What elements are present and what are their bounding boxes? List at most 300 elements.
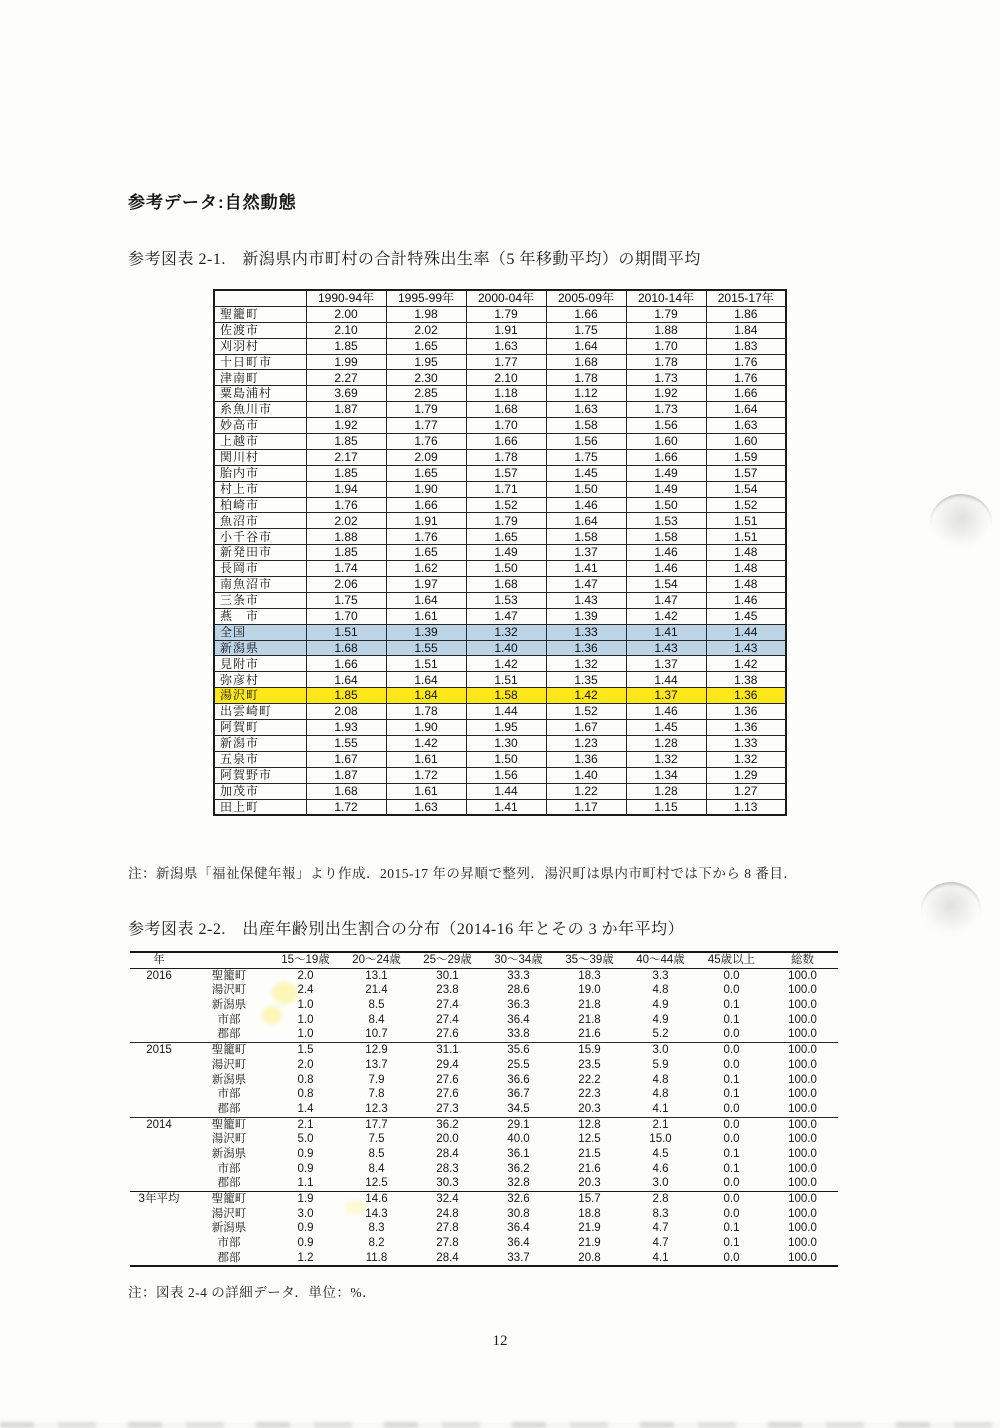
rate-value-cell: 1.79: [386, 402, 466, 418]
rate-value-cell: 1.48: [706, 577, 786, 593]
percentage-value-cell: 13.1: [365, 969, 388, 982]
table-row: [214, 449, 786, 465]
percentage-value-cell: 21.9: [578, 1237, 601, 1250]
area-name-cell: 聖籠町: [188, 1043, 270, 1058]
table-row: [214, 545, 786, 561]
rate-value-cell: 1.87: [306, 767, 386, 783]
area-name-cell: 聖籠町: [188, 1192, 270, 1207]
percentage-value-cell: 30.3: [436, 1177, 459, 1190]
rate-value-cell: 3.69: [306, 386, 386, 402]
rate-value-cell: 1.50: [466, 561, 546, 577]
percentage-value-cell: 36.7: [507, 1088, 530, 1101]
percentage-value-cell: 33.8: [507, 1028, 530, 1041]
percentage-value-cell: 0.0: [696, 1117, 767, 1132]
percentage-value-cell: 40.0: [507, 1133, 530, 1146]
period-column-header: 1995-99年: [386, 290, 466, 306]
year-column-header: 年: [153, 954, 165, 967]
rate-value-cell: 1.28: [626, 735, 706, 751]
percentage-value-cell: 7.9: [368, 1073, 385, 1086]
rate-value-cell: 1.32: [466, 624, 546, 640]
rate-value-cell: 1.46: [626, 545, 706, 561]
rate-value-cell: 1.42: [386, 735, 466, 751]
rate-value-cell: 1.12: [546, 386, 626, 402]
table-row: [214, 592, 786, 608]
table-row: [130, 1192, 838, 1207]
rate-value-cell: 1.85: [306, 688, 386, 704]
year-cell: [130, 998, 188, 1013]
rate-value-cell: 1.85: [306, 338, 386, 354]
rate-value-cell: 1.65: [466, 529, 546, 545]
rate-value-cell: 1.95: [386, 354, 466, 370]
rate-value-cell: 2.08: [306, 704, 386, 720]
percentage-value-cell: 4.7: [652, 1237, 669, 1250]
percentage-value-cell: 0.8: [297, 1088, 314, 1101]
percentage-value-cell: 13.7: [365, 1058, 388, 1071]
area-name-cell: 聖籠町: [211, 969, 247, 982]
percentage-value-cell: 1.2: [297, 1251, 314, 1264]
municipality-name-cell: 弥彦村: [214, 672, 306, 688]
municipality-name-cell: 村上市: [214, 481, 306, 497]
percentage-value-cell: 100.0: [788, 1237, 817, 1250]
scan-smudge-artifact: [921, 882, 981, 938]
rate-value-cell: 1.86: [706, 306, 786, 322]
rate-value-cell: 1.68: [306, 640, 386, 656]
rate-value-cell: 1.87: [306, 402, 386, 418]
rate-value-cell: 1.30: [466, 735, 546, 751]
rate-value-cell: 1.51: [706, 513, 786, 529]
municipality-name-cell: 柏崎市: [214, 497, 306, 513]
table-row: [214, 751, 786, 767]
age-group-column-header: 15〜19歳: [281, 954, 330, 967]
rate-value-cell: 1.45: [546, 465, 626, 481]
rate-value-cell: 1.90: [386, 481, 466, 497]
rate-value-cell: 1.52: [546, 704, 626, 720]
rate-value-cell: 1.66: [386, 497, 466, 513]
table-row: [130, 1236, 838, 1251]
rate-value-cell: 1.76: [706, 354, 786, 370]
percentage-value-cell: 100.0: [788, 984, 817, 997]
municipality-name-cell: 新潟県: [214, 640, 306, 656]
table-row: [214, 386, 786, 402]
area-name-cell: 新潟県: [211, 1147, 247, 1160]
area-name-cell: 郡部: [217, 1102, 241, 1115]
area-name-cell: 湯沢町: [211, 1133, 247, 1146]
area-name-cell: 郡部: [217, 1251, 241, 1264]
table-row: [214, 783, 786, 799]
rate-value-cell: 1.50: [546, 481, 626, 497]
table-row: [214, 306, 786, 322]
percentage-value-cell: 15.7: [554, 1192, 625, 1207]
table-row: [130, 1087, 838, 1102]
rate-value-cell: 1.40: [466, 640, 546, 656]
rate-value-cell: 1.46: [546, 497, 626, 513]
area-name-cell: 湯沢町: [211, 984, 247, 997]
municipality-name-cell: 新潟市: [214, 735, 306, 751]
percentage-value-cell: 35.6: [483, 1043, 554, 1058]
table-row: [214, 735, 786, 751]
percentage-value-cell: 2.1: [270, 1117, 341, 1132]
rate-value-cell: 1.23: [546, 735, 626, 751]
percentage-value-cell: 3.0: [625, 1043, 696, 1058]
table-row: [130, 1073, 838, 1088]
rate-value-cell: 1.60: [706, 434, 786, 450]
percentage-value-cell: 34.5: [507, 1102, 530, 1115]
scan-smudge-artifact: [930, 494, 992, 552]
percentage-value-cell: 29.4: [436, 1058, 459, 1071]
percentage-value-cell: 100.0: [788, 1102, 817, 1115]
year-cell: [130, 983, 188, 998]
rate-value-cell: 1.64: [386, 592, 466, 608]
table-row: [130, 1176, 838, 1191]
rate-value-cell: 1.46: [626, 704, 706, 720]
table2-note: 注：図表 2-4 の詳細データ．単位：%．: [128, 1285, 377, 1300]
rate-value-cell: 1.52: [466, 497, 546, 513]
fertility-table-header-row: [214, 290, 786, 306]
rate-value-cell: 1.51: [706, 529, 786, 545]
table-row: [214, 354, 786, 370]
rate-value-cell: 1.64: [386, 672, 466, 688]
area-name-cell: 新潟県: [211, 1222, 247, 1235]
percentage-value-cell: 36.3: [507, 999, 530, 1012]
municipality-name-cell: 燕 市: [214, 608, 306, 624]
rate-value-cell: 1.43: [706, 640, 786, 656]
percentage-value-cell: 20.8: [578, 1251, 601, 1264]
rate-value-cell: 1.59: [706, 449, 786, 465]
rate-value-cell: 2.09: [386, 449, 466, 465]
rate-value-cell: 1.58: [546, 529, 626, 545]
rate-value-cell: 1.49: [626, 465, 706, 481]
percentage-value-cell: 0.0: [696, 1043, 767, 1058]
rate-value-cell: 1.91: [466, 322, 546, 338]
percentage-value-cell: 4.5: [652, 1147, 669, 1160]
rate-value-cell: 1.28: [626, 783, 706, 799]
percentage-value-cell: 0.0: [723, 1028, 740, 1041]
percentage-value-cell: 12.5: [365, 1177, 388, 1190]
percentage-value-cell: 2.4: [297, 984, 314, 997]
percentage-value-cell: 0.0: [696, 1192, 767, 1207]
percentage-value-cell: 0.1: [723, 1088, 740, 1101]
table-row: [130, 1058, 838, 1073]
rate-value-cell: 1.47: [466, 608, 546, 624]
age-table-header-row: [130, 952, 838, 968]
percentage-value-cell: 19.0: [578, 984, 601, 997]
year-cell: 2015: [130, 1043, 188, 1058]
percentage-value-cell: 0.0: [723, 1133, 740, 1146]
rate-value-cell: 1.50: [626, 497, 706, 513]
rate-value-cell: 1.79: [626, 306, 706, 322]
rate-value-cell: 1.66: [546, 306, 626, 322]
rate-value-cell: 2.02: [386, 322, 466, 338]
percentage-value-cell: 1.5: [270, 1043, 341, 1058]
rate-value-cell: 1.44: [626, 672, 706, 688]
table-row: [214, 799, 786, 815]
rate-value-cell: 1.33: [706, 735, 786, 751]
rate-value-cell: 1.85: [306, 465, 386, 481]
percentage-value-cell: 7.5: [368, 1133, 385, 1146]
table-row: [130, 1132, 838, 1147]
area-name-cell: 湯沢町: [211, 1207, 247, 1220]
rate-value-cell: 1.18: [466, 386, 546, 402]
rate-value-cell: 1.75: [546, 449, 626, 465]
percentage-value-cell: 8.4: [368, 1162, 385, 1175]
percentage-value-cell: 36.4: [507, 1222, 530, 1235]
rate-value-cell: 1.88: [626, 322, 706, 338]
table-row: [214, 418, 786, 434]
rate-value-cell: 1.61: [386, 783, 466, 799]
table1-note: 注：新潟県「福祉保健年報」より作成．2015-17 年の昇順で整列．湯沢町は県内市町村では下から 8 番目．: [128, 866, 798, 881]
table-row: [214, 465, 786, 481]
year-cell: [130, 1073, 188, 1088]
municipality-name-cell: 長岡市: [214, 561, 306, 577]
rate-value-cell: 1.37: [626, 656, 706, 672]
rate-value-cell: 1.79: [466, 306, 546, 322]
percentage-value-cell: 100.0: [788, 999, 817, 1012]
rate-value-cell: 1.46: [706, 592, 786, 608]
area-name-cell: 市部: [217, 1237, 241, 1250]
percentage-value-cell: 100.0: [788, 1162, 817, 1175]
percentage-value-cell: 7.8: [368, 1088, 385, 1101]
rate-value-cell: 1.70: [306, 608, 386, 624]
percentage-value-cell: 1.4: [297, 1102, 314, 1115]
percentage-value-cell: 8.5: [368, 1147, 385, 1160]
rate-value-cell: 1.64: [546, 513, 626, 529]
municipality-column-header: [214, 290, 306, 306]
rate-value-cell: 1.65: [386, 545, 466, 561]
table-row: [130, 1207, 838, 1222]
table-row: [214, 561, 786, 577]
year-cell: 2016: [146, 969, 172, 982]
rate-value-cell: 1.57: [706, 465, 786, 481]
rate-value-cell: 1.41: [466, 799, 546, 815]
page-number: 12: [492, 1333, 508, 1349]
municipality-name-cell: 刈羽村: [214, 338, 306, 354]
table-row: [214, 720, 786, 736]
rate-value-cell: 1.52: [706, 497, 786, 513]
percentage-value-cell: 24.8: [436, 1207, 459, 1220]
rate-value-cell: 1.56: [466, 767, 546, 783]
municipality-name-cell: 関川村: [214, 449, 306, 465]
table-row: [130, 998, 838, 1013]
percentage-value-cell: 0.1: [723, 1237, 740, 1250]
percentage-value-cell: 21.6: [578, 1162, 601, 1175]
area-name-cell: 郡部: [217, 1028, 241, 1041]
percentage-value-cell: 32.6: [483, 1192, 554, 1207]
rate-value-cell: 1.49: [626, 481, 706, 497]
percentage-value-cell: 100.0: [788, 1073, 817, 1086]
period-column-header: 2010-14年: [626, 290, 706, 306]
rate-value-cell: 1.68: [546, 354, 626, 370]
rate-value-cell: 1.65: [386, 465, 466, 481]
percentage-value-cell: 1.9: [270, 1192, 341, 1207]
rate-value-cell: 1.32: [546, 656, 626, 672]
age-group-column-header: 45歳以上: [707, 954, 756, 967]
percentage-value-cell: 0.0: [723, 1102, 740, 1115]
table-row: [214, 640, 786, 656]
percentage-value-cell: 25.5: [507, 1058, 530, 1071]
period-column-header: 2015-17年: [706, 290, 786, 306]
rate-value-cell: 1.35: [546, 672, 626, 688]
percentage-value-cell: 30.8: [507, 1207, 530, 1220]
rate-value-cell: 1.66: [466, 434, 546, 450]
year-cell: [130, 1027, 188, 1042]
percentage-value-cell: 15.0: [649, 1133, 672, 1146]
table-row: [130, 1013, 838, 1028]
year-cell: [130, 1251, 188, 1267]
rate-value-cell: 1.51: [466, 672, 546, 688]
rate-value-cell: 1.64: [706, 402, 786, 418]
municipality-name-cell: 三条市: [214, 592, 306, 608]
rate-value-cell: 1.74: [306, 561, 386, 577]
percentage-value-cell: 0.1: [723, 1147, 740, 1160]
percentage-value-cell: 31.1: [412, 1043, 483, 1058]
percentage-value-cell: 12.3: [365, 1102, 388, 1115]
municipality-name-cell: 津南町: [214, 370, 306, 386]
percentage-value-cell: 2.8: [625, 1192, 696, 1207]
municipality-name-cell: 出雲崎町: [214, 704, 306, 720]
rate-value-cell: 1.99: [306, 354, 386, 370]
table-row: [214, 402, 786, 418]
rate-value-cell: 1.56: [626, 418, 706, 434]
percentage-value-cell: 28.6: [507, 984, 530, 997]
percentage-value-cell: 0.9: [297, 1162, 314, 1175]
percentage-value-cell: 0.8: [297, 1073, 314, 1086]
table-row: [130, 1043, 838, 1058]
rate-value-cell: 1.48: [706, 561, 786, 577]
rate-value-cell: 1.76: [386, 529, 466, 545]
percentage-value-cell: 0.1: [723, 1073, 740, 1086]
rate-value-cell: 1.56: [546, 434, 626, 450]
municipality-name-cell: 阿賀町: [214, 720, 306, 736]
age-group-column-header: 25〜29歳: [423, 954, 472, 967]
percentage-value-cell: 21.9: [578, 1222, 601, 1235]
table-row: [130, 1117, 838, 1132]
municipality-name-cell: 加茂市: [214, 783, 306, 799]
year-cell: [130, 1236, 188, 1251]
percentage-value-cell: 2.0: [297, 969, 314, 982]
age-table-body: [130, 968, 838, 1266]
rate-value-cell: 1.57: [466, 465, 546, 481]
percentage-value-cell: 28.3: [436, 1162, 459, 1175]
year-cell: [130, 1221, 188, 1236]
percentage-value-cell: 27.6: [436, 1028, 459, 1041]
rate-value-cell: 1.44: [466, 704, 546, 720]
percentage-value-cell: 30.1: [436, 969, 459, 982]
table-row: [214, 767, 786, 783]
table-row: [214, 704, 786, 720]
period-column-header: 2005-09年: [546, 290, 626, 306]
table-row: [130, 983, 838, 998]
table-row: [130, 1147, 838, 1162]
rate-value-cell: 1.40: [546, 767, 626, 783]
page-edge-bleed-artifact: [0, 1422, 1000, 1428]
year-cell: 3年平均: [130, 1192, 188, 1207]
percentage-value-cell: 5.0: [297, 1133, 314, 1146]
rate-value-cell: 1.53: [626, 513, 706, 529]
percentage-value-cell: 100.0: [788, 1207, 817, 1220]
rate-value-cell: 1.38: [706, 672, 786, 688]
municipality-name-cell: 上越市: [214, 434, 306, 450]
rate-value-cell: 2.06: [306, 577, 386, 593]
rate-value-cell: 1.15: [626, 799, 706, 815]
municipality-name-cell: 全国: [214, 624, 306, 640]
percentage-value-cell: 29.1: [483, 1117, 554, 1132]
birth-age-distribution-table: [130, 951, 838, 1267]
percentage-value-cell: 1.0: [297, 1028, 314, 1041]
rate-value-cell: 2.02: [306, 513, 386, 529]
year-cell: [130, 1013, 188, 1028]
table-row: [214, 688, 786, 704]
rate-value-cell: 1.77: [386, 418, 466, 434]
percentage-value-cell: 28.4: [436, 1147, 459, 1160]
percentage-value-cell: 2.0: [297, 1058, 314, 1071]
rate-value-cell: 1.36: [706, 688, 786, 704]
percentage-value-cell: 11.8: [365, 1251, 388, 1264]
year-cell: [130, 1176, 188, 1191]
percentage-value-cell: 0.0: [723, 1058, 740, 1071]
rate-value-cell: 1.76: [706, 370, 786, 386]
table-row: [130, 1102, 838, 1117]
fertility-rate-table: [213, 289, 787, 816]
percentage-value-cell: 32.4: [412, 1192, 483, 1207]
rate-value-cell: 1.42: [706, 656, 786, 672]
rate-value-cell: 1.36: [706, 720, 786, 736]
percentage-value-cell: 3.0: [652, 1177, 669, 1190]
rate-value-cell: 1.95: [466, 720, 546, 736]
rate-value-cell: 1.51: [306, 624, 386, 640]
rate-value-cell: 1.67: [546, 720, 626, 736]
table-row: [214, 322, 786, 338]
rate-value-cell: 1.55: [306, 735, 386, 751]
rate-value-cell: 1.66: [306, 656, 386, 672]
percentage-value-cell: 14.6: [341, 1192, 412, 1207]
rate-value-cell: 1.64: [546, 338, 626, 354]
percentage-value-cell: 36.1: [507, 1147, 530, 1160]
year-cell: [130, 1087, 188, 1102]
percentage-value-cell: 28.4: [436, 1251, 459, 1264]
rate-value-cell: 1.70: [466, 418, 546, 434]
table-row: [130, 1027, 838, 1042]
rate-value-cell: 1.78: [546, 370, 626, 386]
rate-value-cell: 1.47: [546, 577, 626, 593]
municipality-name-cell: 新発田市: [214, 545, 306, 561]
percentage-value-cell: 8.3: [368, 1222, 385, 1235]
percentage-value-cell: 20.3: [578, 1102, 601, 1115]
area-name-cell: 新潟県: [211, 999, 247, 1012]
percentage-value-cell: 12.8: [554, 1117, 625, 1132]
rate-value-cell: 1.78: [466, 449, 546, 465]
percentage-value-cell: 0.0: [723, 1177, 740, 1190]
rate-value-cell: 1.43: [546, 592, 626, 608]
fertility-table-body: [214, 306, 786, 815]
percentage-value-cell: 0.9: [297, 1237, 314, 1250]
percentage-value-cell: 100.0: [788, 1251, 817, 1264]
age-group-column-header: 40〜44歳: [636, 954, 685, 967]
percentage-value-cell: 0.9: [297, 1222, 314, 1235]
percentage-value-cell: 36.6: [507, 1073, 530, 1086]
rate-value-cell: 1.54: [706, 481, 786, 497]
percentage-value-cell: 100.0: [788, 1028, 817, 1041]
rate-value-cell: 2.85: [386, 386, 466, 402]
rate-value-cell: 1.27: [706, 783, 786, 799]
year-cell: [130, 1207, 188, 1222]
percentage-value-cell: 3.3: [652, 969, 669, 982]
rate-value-cell: 1.63: [706, 418, 786, 434]
area-name-cell: 市部: [217, 1013, 241, 1026]
rate-value-cell: 1.91: [386, 513, 466, 529]
rate-value-cell: 1.39: [546, 608, 626, 624]
percentage-value-cell: 15.9: [554, 1043, 625, 1058]
percentage-value-cell: 21.8: [578, 1013, 601, 1026]
